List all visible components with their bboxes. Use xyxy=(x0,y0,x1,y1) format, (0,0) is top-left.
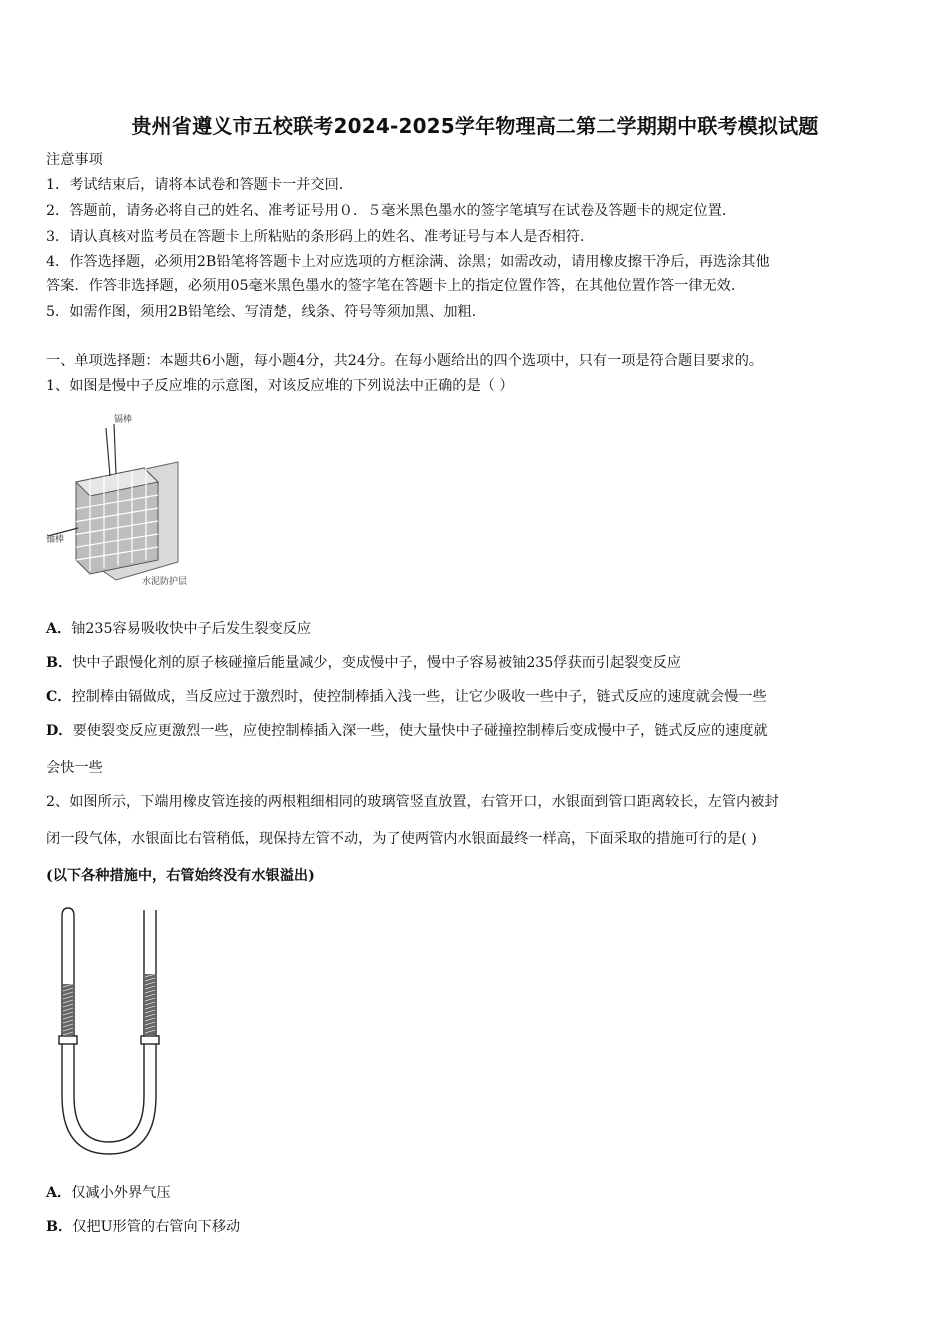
notice-item: 答案．作答非选择题，必须用05毫米黑色墨水的签字笔在答题卡上的指定位置作答，在其他位置作答一律无效． xyxy=(46,278,746,294)
question-2-stem: 2、如图所示，下端用橡皮管连接的两根粗细相同的玻璃管竖直放置，右管开口，水银面到管口距离较长，左管内被封 xyxy=(46,794,779,810)
option-text: 控制棒由镉做成，当反应过于激烈时，使控制棒插入浅一些，让它少吸收一些中子，链式反应的速度就会慢一些 xyxy=(71,689,767,705)
page-title: 贵州省遵义市五校联考2024-2025学年物理高二第二学期期中联考模拟试题 xyxy=(131,114,819,138)
notice-item: 2．答题前，请务必将自己的姓名、准考证号用０．５毫米黑色墨水的签字笔填写在试卷及答题卡的规定位置． xyxy=(46,203,737,219)
section-heading: 一、单项选择题：本题共6小题，每小题4分，共24分。在每小题给出的四个选项中，只有一项是符合题目要求的。 xyxy=(46,353,764,369)
question-2-note: (以下各种措施中，右管始终没有水银溢出) xyxy=(46,868,315,884)
q2-option-b xyxy=(46,1217,240,1237)
figure-label-top: 镉棒 xyxy=(114,415,133,425)
u-tube-figure xyxy=(52,902,168,1164)
q1-option-c xyxy=(46,687,767,707)
question-1-stem: 1、如图是慢中子反应堆的示意图，对该反应堆的下列说法中正确的是（ ） xyxy=(46,378,514,394)
option-text: 仅把U形管的右管向下移动 xyxy=(72,1219,241,1235)
notice-item: 3．请认真核对监考员在答题卡上所粘贴的条形码上的姓名、准考证号与本人是否相符． xyxy=(46,229,595,245)
option-label: A． xyxy=(46,621,72,637)
q2-option-a xyxy=(46,1183,171,1203)
reactor-figure xyxy=(46,410,206,590)
q1-option-d xyxy=(46,721,768,741)
q1-option-a xyxy=(46,619,311,639)
option-text: 要使裂变反应更激烈一些，应使控制棒插入深一些，使大量快中子碰撞控制棒后变成慢中子，链式反应的速度就 xyxy=(72,723,768,739)
figure-label-bottom: 水泥防护层 xyxy=(142,577,188,587)
option-label: B． xyxy=(46,655,73,671)
notice-item: 1．考试结束后，请将本试卷和答题卡一并交回． xyxy=(46,177,353,193)
option-text: 铀235容易吸收快中子后发生裂变反应 xyxy=(71,621,312,637)
q1-option-b xyxy=(46,653,681,673)
notice-item: 5．如需作图，须用2B铅笔绘、写清楚，线条、符号等须加黑、加粗． xyxy=(46,304,486,320)
option-label: C． xyxy=(46,689,72,705)
notice-heading: 注意事项 xyxy=(46,152,103,168)
q1-option-d-continued: 会快一些 xyxy=(46,760,103,776)
option-label: B． xyxy=(46,1219,73,1235)
figure-label-left: 铀棒 xyxy=(46,535,65,545)
option-text: 快中子跟慢化剂的原子核碰撞后能量减少，变成慢中子，慢中子容易被铀235俘获而引起裂变反应 xyxy=(72,655,681,671)
notice-item: 4．作答选择题，必须用2B铅笔将答题卡上对应选项的方框涂满、涂黑；如需改动，请用橡皮擦干净后，再选涂其他 xyxy=(46,254,770,270)
option-label: D． xyxy=(46,723,73,739)
option-label: A． xyxy=(46,1185,72,1201)
question-2-stem: 闭一段气体，水银面比右管稍低，现保持左管不动，为了使两管内水银面最终一样高，下面采取的措施可行的是( ) xyxy=(46,831,757,847)
option-text: 仅减小外界气压 xyxy=(71,1185,171,1201)
